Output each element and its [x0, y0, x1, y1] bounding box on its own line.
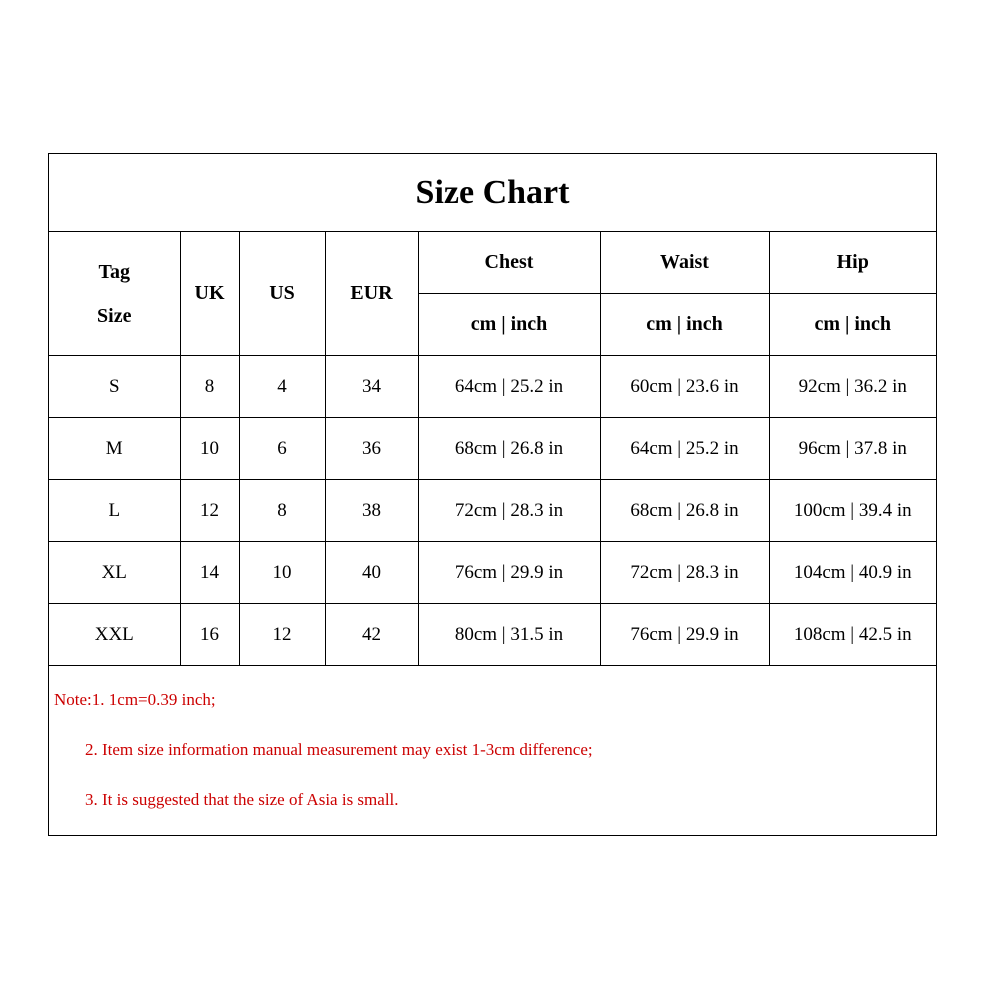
cell-tag: XXL	[49, 604, 180, 666]
header-us: US	[239, 232, 325, 356]
cell-us: 6	[239, 418, 325, 480]
cell-hip: 104cm | 40.9 in	[769, 542, 936, 604]
header-chest: Chest	[418, 232, 600, 294]
cell-eur: 40	[325, 542, 418, 604]
cell-uk: 8	[180, 356, 239, 418]
unit-chest: cm | inch	[418, 294, 600, 356]
table-row	[49, 542, 936, 604]
title-row	[49, 154, 936, 232]
header-tag-line1: Tag	[98, 260, 130, 283]
cell-uk: 12	[180, 480, 239, 542]
cell-us: 12	[239, 604, 325, 666]
note-line-1: Note:1. 1cm=0.39 inch;	[54, 690, 216, 709]
cell-uk: 16	[180, 604, 239, 666]
table-row	[49, 356, 936, 418]
cell-chest: 68cm | 26.8 in	[418, 418, 600, 480]
cell-waist: 72cm | 28.3 in	[600, 542, 769, 604]
cell-us: 10	[239, 542, 325, 604]
cell-eur: 34	[325, 356, 418, 418]
header-waist: Waist	[600, 232, 769, 294]
notes-section	[49, 666, 936, 838]
cell-eur: 36	[325, 418, 418, 480]
cell-us: 8	[239, 480, 325, 542]
cell-waist: 64cm | 25.2 in	[600, 418, 769, 480]
cell-tag: L	[49, 480, 180, 542]
cell-us: 4	[239, 356, 325, 418]
header-tag-size	[49, 232, 180, 356]
table-row	[49, 604, 936, 666]
header-tag-line2: Size	[97, 304, 132, 327]
cell-waist: 76cm | 29.9 in	[600, 604, 769, 666]
cell-chest: 72cm | 28.3 in	[418, 480, 600, 542]
cell-tag: XL	[49, 542, 180, 604]
cell-hip: 96cm | 37.8 in	[769, 418, 936, 480]
cell-chest: 80cm | 31.5 in	[418, 604, 600, 666]
cell-hip: 100cm | 39.4 in	[769, 480, 936, 542]
cell-hip: 108cm | 42.5 in	[769, 604, 936, 666]
cell-uk: 14	[180, 542, 239, 604]
cell-eur: 38	[325, 480, 418, 542]
header-eur: EUR	[325, 232, 418, 356]
page-title: Size Chart	[415, 173, 570, 211]
cell-tag: M	[49, 418, 180, 480]
size-chart	[48, 153, 937, 836]
cell-chest: 64cm | 25.2 in	[418, 356, 600, 418]
table-row	[49, 480, 936, 542]
unit-hip: cm | inch	[769, 294, 936, 356]
cell-uk: 10	[180, 418, 239, 480]
cell-eur: 42	[325, 604, 418, 666]
note-line-3: 3. It is suggested that the size of Asia is small.	[85, 790, 399, 809]
table-row	[49, 418, 936, 480]
header-uk: UK	[180, 232, 239, 356]
size-table	[49, 232, 936, 666]
header-row	[49, 232, 936, 294]
cell-waist: 60cm | 23.6 in	[600, 356, 769, 418]
cell-hip: 92cm | 36.2 in	[769, 356, 936, 418]
cell-chest: 76cm | 29.9 in	[418, 542, 600, 604]
cell-tag: S	[49, 356, 180, 418]
note-line-2: 2. Item size information manual measurement may exist 1-3cm difference;	[85, 740, 593, 759]
cell-waist: 68cm | 26.8 in	[600, 480, 769, 542]
unit-waist: cm | inch	[600, 294, 769, 356]
header-hip: Hip	[769, 232, 936, 294]
